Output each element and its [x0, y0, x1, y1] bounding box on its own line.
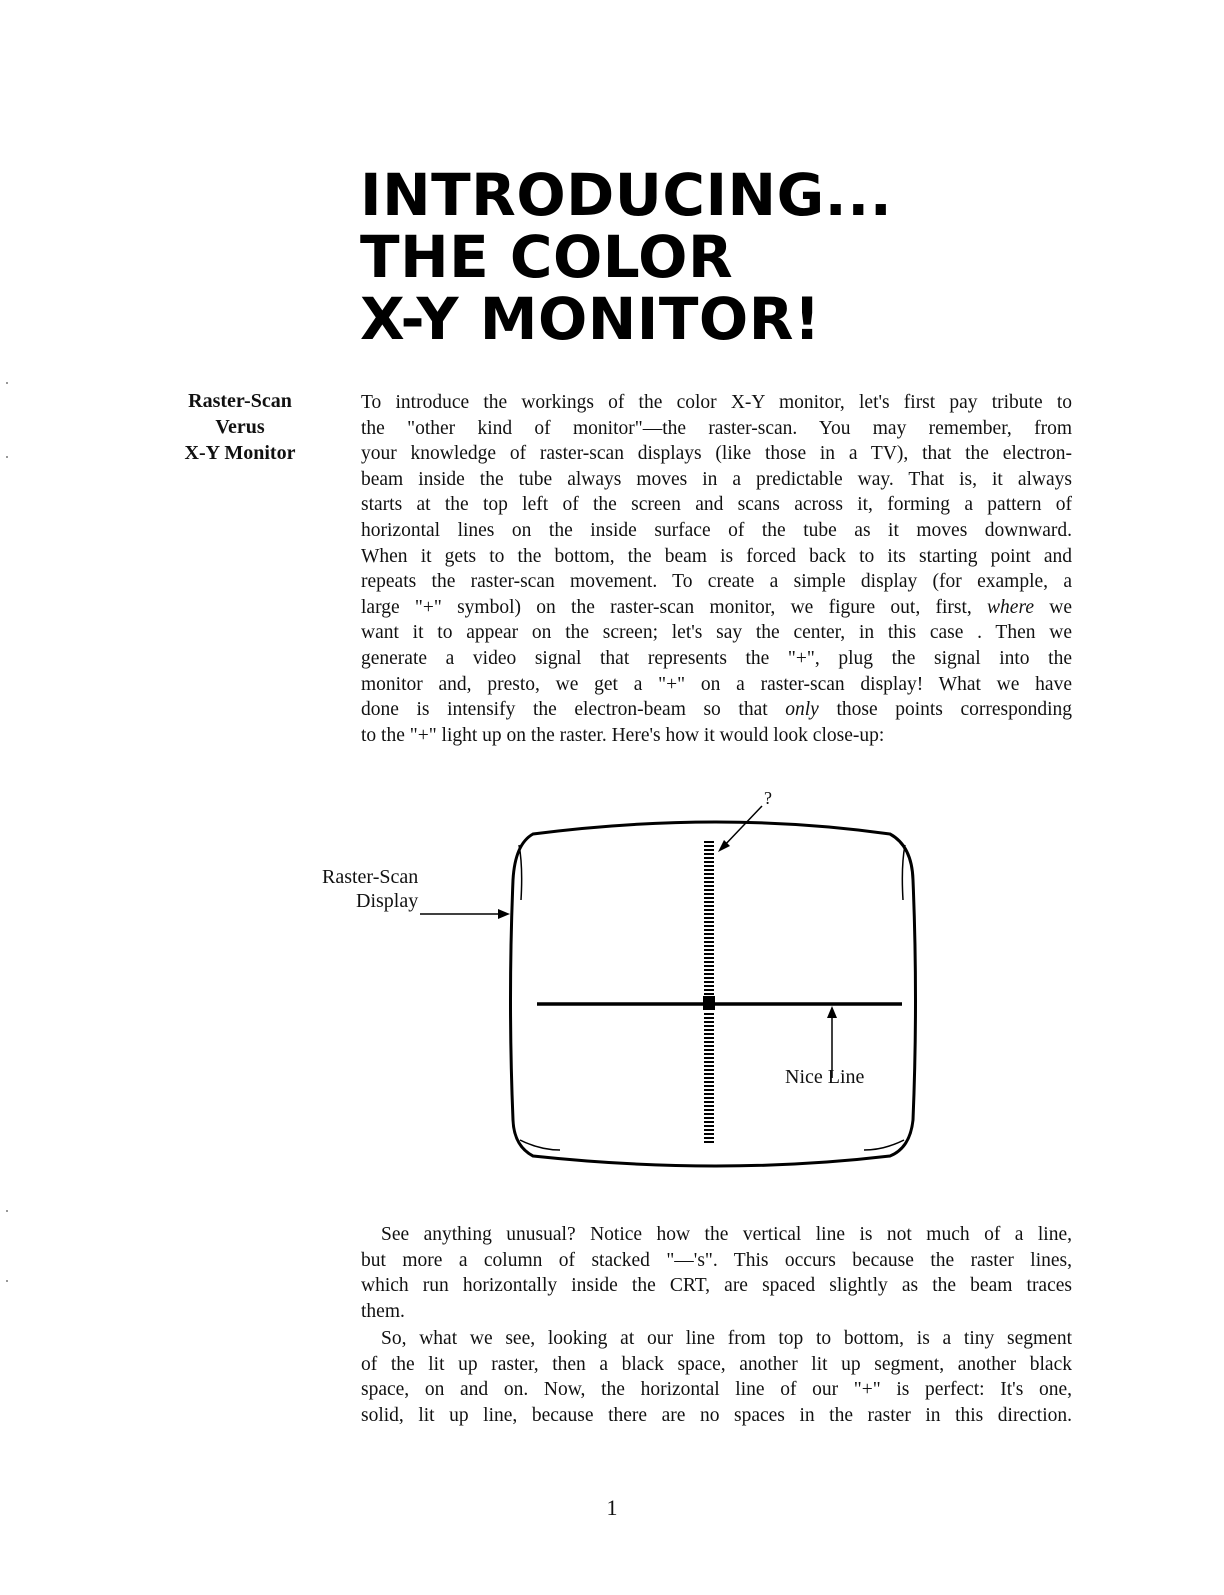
text-line: starts at the top left of the screen and scans across it, forming a pattern of [361, 494, 1072, 516]
text-line: So, what we see, looking at our line from top to bottom, is a tiny segment [381, 1328, 1072, 1349]
side-heading-line-3: X-Y Monitor [184, 442, 296, 464]
scan-speck [6, 382, 8, 384]
crossing-block [703, 996, 715, 1010]
crt-bevel-top-right [902, 845, 905, 900]
explanation-paragraph [361, 1326, 1072, 1428]
observation-paragraph [361, 1222, 1072, 1324]
text-line: want it to appear on the screen; let's say the center, in this case . Then we [361, 622, 1072, 644]
crt-bevel-bottom-left [520, 1140, 560, 1150]
text-line: generate a video signal that represents the "+", plug the signal into the [361, 647, 1072, 669]
text-line: your knowledge of raster-scan displays (like those in a TV), that the electron- [361, 443, 1072, 465]
text-line: monitor and, presto, we get a "+" on a raster-scan display! What we have [361, 673, 1072, 695]
text-line: beam inside the tube always moves in a predictable way. That is, it always [361, 468, 1072, 490]
text-line: solid, lit up line, because there are no spaces in the raster in this direction. [361, 1404, 1072, 1426]
title-line-1: INTRODUCING... [360, 161, 893, 229]
scan-speck [6, 1210, 8, 1212]
scan-speck [6, 1280, 8, 1282]
scan-speck [6, 456, 8, 458]
question-arrow-line [722, 806, 762, 848]
page-number: 1 [606, 1495, 618, 1520]
emphasis-where: where [987, 596, 1034, 618]
text-line: When it gets to the bottom, the beam is forced back to its starting point and [361, 545, 1072, 567]
title-line-2: THE COLOR [360, 223, 734, 291]
text-line: To introduce the workings of the color X-Y monitor, let's first pay tribute to [361, 392, 1072, 413]
raster-label-line-1: Raster-Scan [322, 866, 419, 888]
emphasis-only: only [785, 699, 819, 721]
side-heading-line-2: Verus [215, 416, 265, 438]
raster-scan-display-label [322, 865, 418, 913]
text-line: repeats the raster-scan movement. To create a simple display (for example, a [361, 571, 1072, 593]
text-segment: those points corresponding [836, 699, 1072, 721]
text-line: the "other kind of monitor"—the raster-scan. You may remember, from [361, 417, 1072, 439]
side-heading-line-1: Raster-Scan [188, 390, 292, 412]
text-segment: we [1049, 596, 1072, 618]
question-mark-label: ? [764, 788, 772, 808]
title-line-3: X-Y MONITOR! [360, 285, 821, 353]
text-line: horizontal lines on the inside surface of the tube as it moves downward. [361, 519, 1072, 541]
nice-line-label: Nice Line [785, 1066, 865, 1088]
crt-bevel-bottom-right [864, 1140, 904, 1150]
text-line: but more a column of stacked "—'s". This occurs because the raster lines, [361, 1249, 1072, 1271]
vertical-dash-column [703, 842, 715, 1142]
raster-label-line-2: Display [356, 890, 419, 912]
text-segment: done is intensify the electron-beam so that [361, 699, 768, 721]
text-line: of the lit up raster, then a black space, another lit up segment, another black [361, 1353, 1072, 1375]
text-line: space, on and on. Now, the horizontal line of our "+" is perfect: It's one, [361, 1379, 1072, 1401]
text-line: them. [361, 1300, 405, 1322]
nice-line-arrow-head [827, 1006, 837, 1018]
text-line: See anything unusual? Notice how the vertical line is not much of a line, [381, 1224, 1072, 1245]
text-segment: large "+" symbol) on the raster-scan monitor, we figure out, first, [361, 596, 972, 618]
display-arrow-head [498, 909, 510, 919]
text-line: which run horizontally inside the CRT, are spaced slightly as the beam traces [361, 1275, 1072, 1297]
text-line: to the "+" light up on the raster. Here's how it would look close-up: [361, 724, 885, 746]
